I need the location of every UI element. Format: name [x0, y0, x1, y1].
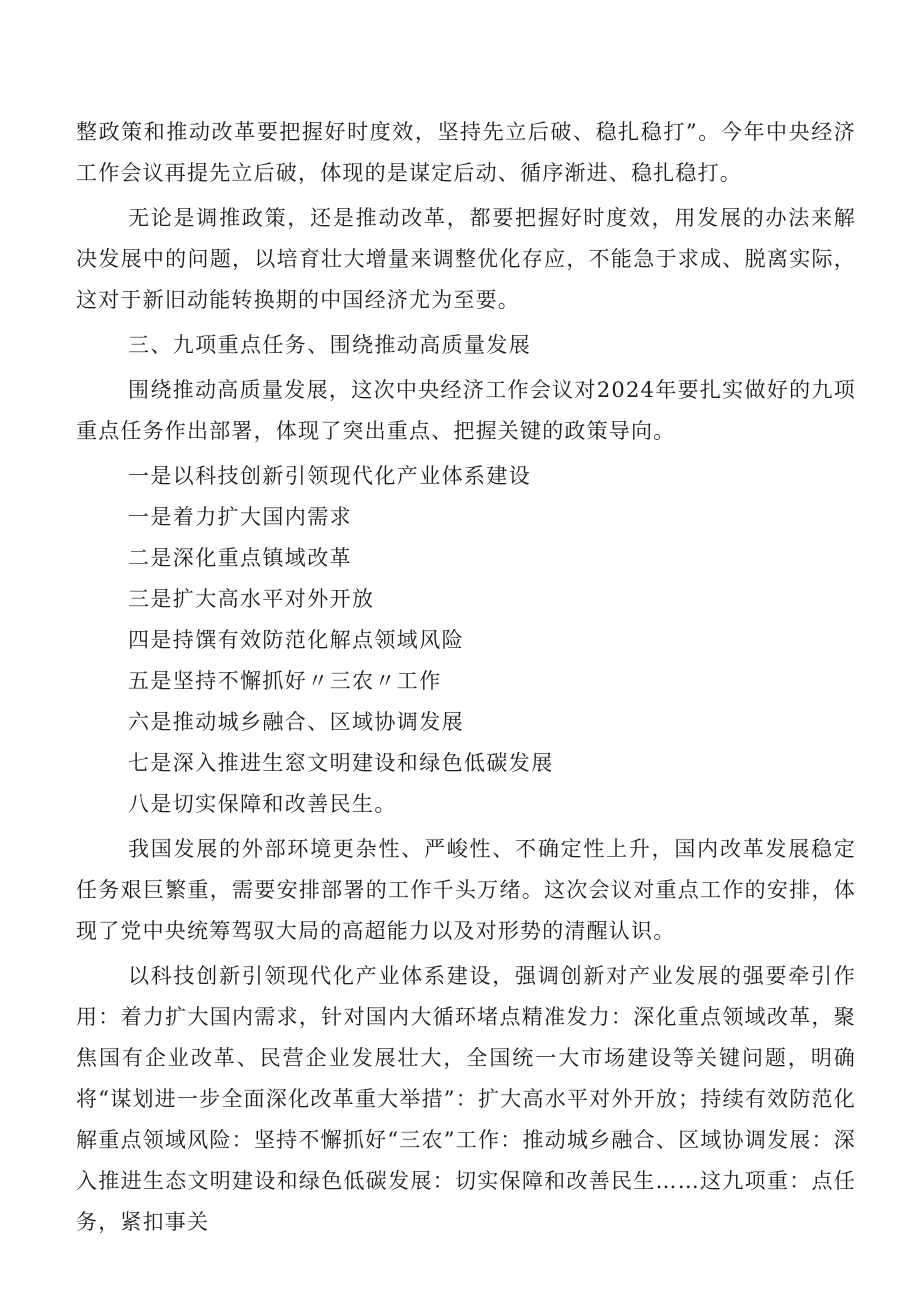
task-item-6: 五是坚持不懈抓好〃三农〃工作 [128, 669, 442, 693]
task-item-7: 六是推动城乡融合、区域协调发展 [128, 710, 464, 734]
paragraph-timing-effect: 无论是调推政策，还是推动改革，都要把握好时度效，用发展的办法来解决发展中的问题，以培育壮大增量来调整优化存应，不能急于求成、脱离实际，这对于新旧动能转换期的中国经济尤为至要。 [76, 206, 856, 312]
task-list [76, 456, 856, 825]
task-item-5: 四是持馔有效防范化解点领域风险 [128, 628, 464, 652]
task-item-2: 一是着力扩大国内需求 [128, 505, 352, 529]
section-heading-three: 三、九项重点任务、围绕推动高质量发展 [128, 333, 532, 357]
task-item-1: 一是以科技创新引领现代化产业体系建设 [128, 464, 532, 488]
paragraph-task-summary: 以科技创新引领现代化产业体系建设，强调创新对产业发展的强要牵引作用：着力扩大国内需求，针对国内大循环堵点精准发力：深化重点领域改革，聚焦国有企业改革、民营企业发展壮大，全国统一大市场建设等关键问题，明确将“谋划进一步全面深化改革重大举措”：扩大高水平对外开放；持续有效防范化解重点领域风险：坚持不懈抓好“三农”工作：推动城乡融合、区域协调发展：深入推进生态文明建设和绿色低碳发展：切实保障和改善民生……这九项重：点任务，紧扣事关 [76, 964, 856, 1234]
paragraph-external-environment: 我国发展的外部环境更杂性、严峻性、不确定性上升，国内改革发展稳定任务艰巨繁重，需要安排部署的工作千头万绪。这次会议对重点工作的安排，体现了党中央统筹驾驭大局的高超能力以及对形势的清醒认识。 [76, 837, 856, 943]
task-item-3: 二是深化重点镇域改革 [128, 546, 352, 570]
paragraph-nine-tasks-intro: 围绕推动高质量发展，这次中央经济工作会议对2024年要扎实做好的九项重点任务作出部署，体现了突出重点、把握关键的政策导向。 [76, 378, 856, 443]
document-page [76, 112, 856, 1243]
task-item-8: 七是深入推进生窓文明建设和绿色低碳发展 [128, 751, 554, 775]
task-item-4: 三是扩大高水平对外开放 [128, 587, 375, 611]
task-item-9: 八是切实保障和改善民生。 [128, 792, 397, 816]
paragraph-policy-reform: 整政策和推动改革要把握好时度效，坚持先立后破、稳扎稳打”。今年中央经济工作会议再提先立后破，体现的是谋定后动、循序渐进、稳扎稳打。 [76, 120, 856, 185]
